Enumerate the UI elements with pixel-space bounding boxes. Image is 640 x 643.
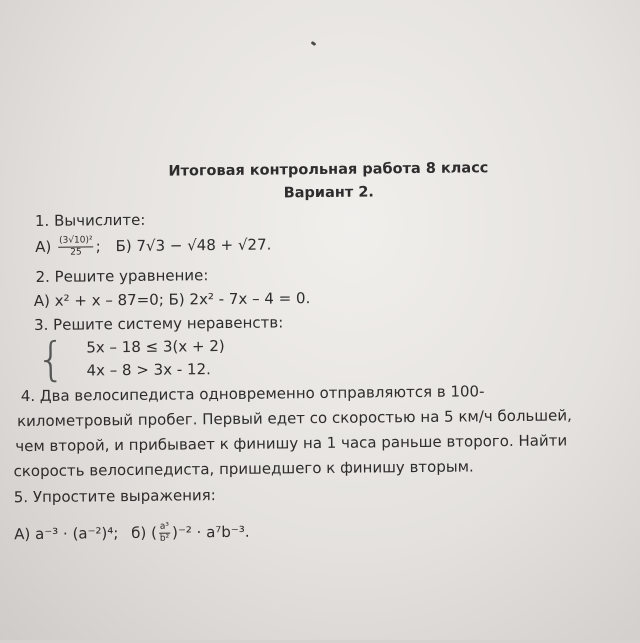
task4-line-4: скорость велосипедиста, пришедшего к финишу вторым.	[13, 457, 474, 481]
task1-a-separator: ;	[95, 237, 101, 256]
task5-b-denominator: b²	[159, 533, 170, 544]
task2-heading: 2. Решите уравнение:	[35, 266, 209, 286]
task5-b-numerator: a³	[159, 522, 170, 534]
variant-label: Вариант 2.	[283, 184, 374, 202]
task1-a-numerator: (3√10)²	[58, 235, 94, 247]
task1-heading: 1. Вычислите:	[34, 210, 146, 230]
task3-inequality-1: 5x – 18 ≤ 3(x + 2)	[86, 337, 225, 357]
task1-b-expression: Б) 7√3 − √48 + √27.	[115, 235, 272, 256]
task3-heading: 3. Решите систему неравенств:	[33, 313, 284, 334]
task4-line-3: чем второй, и прибывает к финишу на 1 часа раньше второго. Найти	[15, 431, 568, 456]
task1-a-denominator: 25	[70, 247, 82, 258]
task1-a-fraction	[58, 235, 94, 258]
task5-b-rest: )⁻² · a⁷b⁻³.	[171, 522, 250, 542]
system-brace: {	[36, 331, 66, 386]
task1-a-label: А)	[35, 237, 52, 256]
task5-heading: 5. Упростите выражения:	[13, 486, 216, 507]
task3-inequality-2: 4x – 8 > 3x - 12.	[86, 360, 211, 380]
task2-equations: А) x² + x – 87=0; Б) 2x² - 7x – 4 = 0.	[33, 289, 311, 310]
task5-a-expression: А) a⁻³ · (a⁻²)⁴;	[14, 524, 119, 544]
task5-expressions	[14, 521, 250, 546]
task4-line-1: 4. Два велосипедиста одновременно отправляются в 100-	[20, 382, 485, 406]
task5-b-label: б) (	[131, 523, 158, 542]
sheet-title: Итоговая контрольная работа 8 класс	[168, 160, 489, 180]
task5-b-fraction	[159, 522, 170, 545]
task1-expressions	[35, 234, 271, 259]
task4-line-2: километровый пробег. Первый едет со скоростью на 5 км/ч большей,	[16, 406, 572, 431]
